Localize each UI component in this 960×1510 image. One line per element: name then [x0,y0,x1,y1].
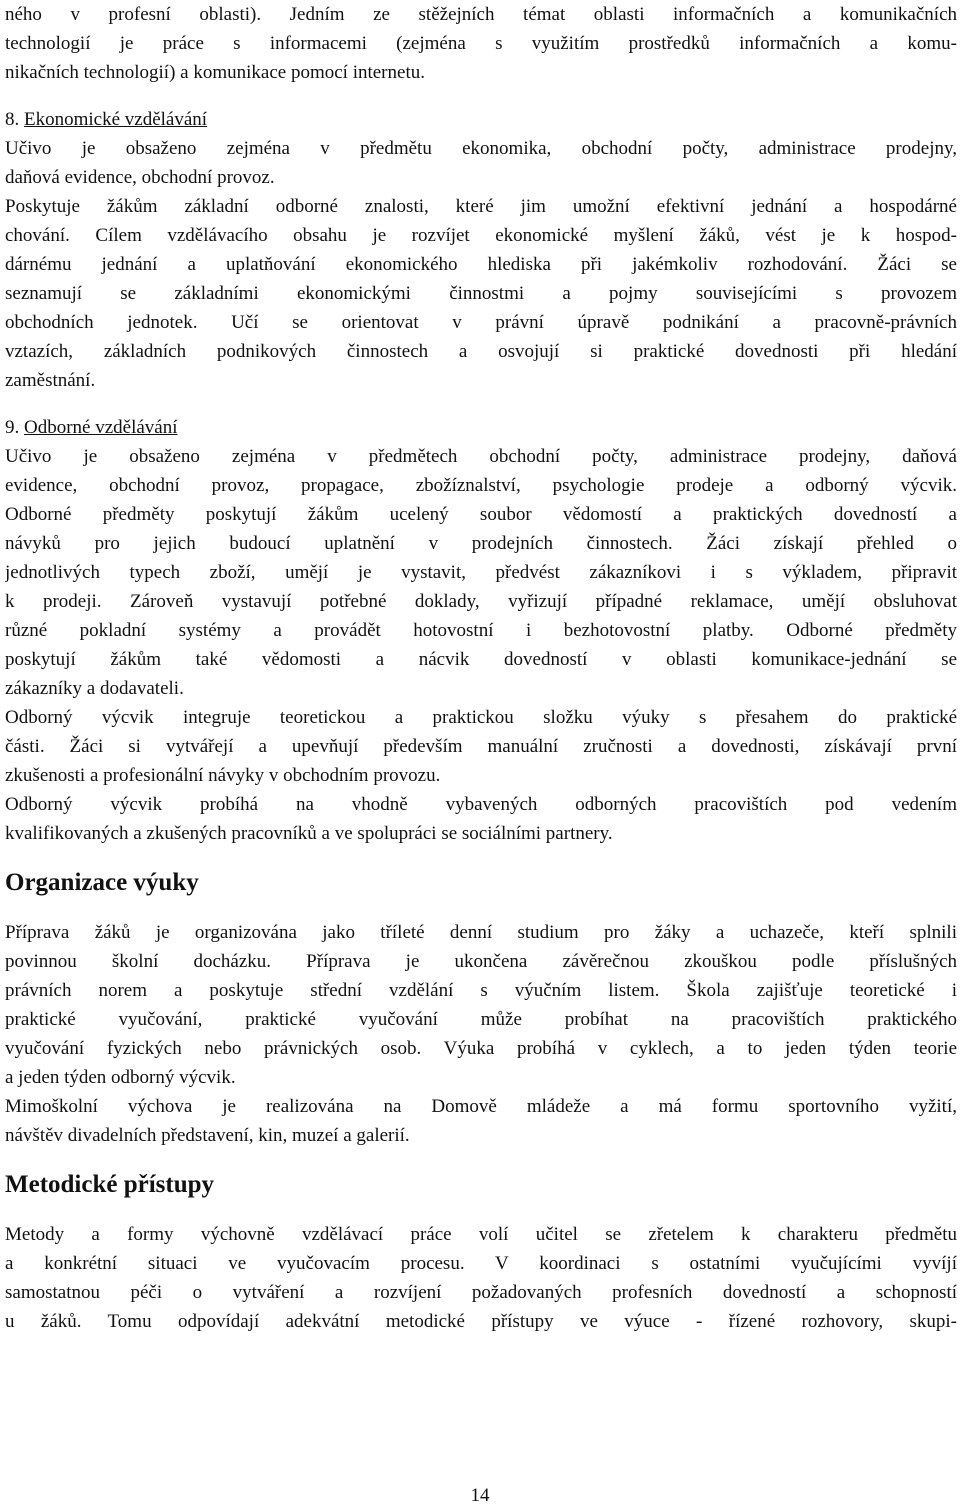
text-line: Metody a formy výchovně vzdělávací práce volí učitel se zřetelem k charakteru předmětu [5,1224,957,1245]
text-line: zaměstnání. [5,370,96,391]
text-line: evidence, obchodní provoz, propagace, zbožíznalství, psychologie prodeje a odborný výcvik. [5,475,957,496]
text-line: praktické vyučování, praktické vyučování může probíhat na pracovištích praktického [5,1009,957,1030]
page-number: 14 [470,1485,490,1506]
text-line: u žáků. Tomu odpovídají adekvátní metodické přístupy ve výuce - řízené rozhovory, skupi- [5,1311,957,1332]
section-8-title: Ekonomické vzdělávání [24,109,208,130]
metodicke-section [5,1168,957,1336]
text-line: právních norem a poskytuje střední vzdělání s výučním listem. Škola zajišťuje teoretické i [5,980,957,1001]
metodicke-heading: Metodické přístupy [5,1171,215,1198]
text-line: Příprava žáků je organizována jako tříleté denní studium pro žáky a uchazeče, kteří splnili [5,922,957,943]
text-line: Učivo je obsaženo zejména v předmětu ekonomika, obchodní počty, administrace prodejny, [5,138,957,159]
text-line: Mimoškolní výchova je realizována na Domově mládeže a má formu sportovního vyžití, [5,1096,957,1117]
text-line: technologií je práce s informacemi (zejména s využitím prostředků informačních a komu- [5,33,957,54]
text-line: daňová evidence, obchodní provoz. [5,167,275,188]
text-line: Odborný výcvik probíhá na vhodně vybavených odborných pracovištích pod vedením [5,794,957,815]
text-line: Učivo je obsaženo zejména v předmětech obchodní počty, administrace prodejny, daňová [5,446,957,467]
section-9-heading [5,413,957,442]
organizace-heading: Organizace výuky [5,869,199,896]
text-line: nikačních technologií) a komunikace pomocí internetu. [5,62,425,83]
text-line: samostatnou péči o vytváření a rozvíjení požadovaných profesních dovedností a schopností [5,1282,957,1303]
text-line: obchodních jednotek. Učí se orientovat v právní úpravě podnikání a pracovně-právních [5,312,957,333]
text-line: seznamují se základními ekonomickými činnostmi a pojmy souvisejícími s provozem [5,283,957,304]
text-line: a jeden týden odborný výcvik. [5,1067,236,1088]
text-line: Poskytuje žákům základní odborné znalosti, které jim umožní efektivní jednání a hospodárné [5,196,957,217]
section-9 [5,413,957,848]
text-line: k prodeji. Zároveň vystavují potřebné doklady, vyřizují případné reklamace, umějí obsluhovat [5,591,957,612]
section-9-title: Odborné vzdělávání [24,417,178,438]
text-line: části. Žáci si vytvářejí a upevňují především manuální zručnosti a dovednosti, získávají první [5,736,957,757]
text-line: vztazích, základních podnikových činnostech a osvojují si praktické dovednosti při hledání [5,341,957,362]
text-line: ného v profesní oblasti). Jedním ze stěžejních témat oblasti informačních a komunikačních [5,4,957,25]
document-page [5,0,957,1336]
text-line: Odborný výcvik integruje teoretickou a praktickou složku výuky s přesahem do praktické [5,707,957,728]
text-line: Odborné předměty poskytují žákům ucelený soubor vědomostí a praktických dovedností a [5,504,957,525]
text-line: a konkrétní situaci ve vyučovacím procesu. V koordinaci s ostatními vyučujícími vyvíjí [5,1253,957,1274]
text-line: návyků pro jejich budoucí uplatnění v prodejních činnostech. Žáci získají přehled o [5,533,957,554]
section-8-heading [5,105,957,134]
text-line: návštěv divadelních představení, kin, muzeí a galerií. [5,1125,410,1146]
text-line: povinnou školní docházku. Příprava je ukončena závěrečnou zkouškou podle příslušných [5,951,957,972]
organizace-section [5,866,957,1150]
text-line: různé pokladní systémy a provádět hotovostní i bezhotovostní platby. Odborné předměty [5,620,957,641]
text-line: jednotlivých typech zboží, umějí je vystavit, předvést zákazníkovi i s výkladem, připravit [5,562,957,583]
text-line: zákazníky a dodavateli. [5,678,184,699]
intro-paragraph [5,0,957,87]
section-8-number: 8. [5,109,20,130]
text-line: zkušenosti a profesionální návyky v obchodním provozu. [5,765,441,786]
text-line: chování. Cílem vzdělávacího obsahu je rozvíjet ekonomické myšlení žáků, vést je k hospod- [5,225,957,246]
text-line: poskytují žákům také vědomosti a nácvik dovedností v oblasti komunikace-jednání se [5,649,957,670]
section-9-number: 9. [5,417,20,438]
text-line: dárnému jednání a uplatňování ekonomického hlediska při jakémkoliv rozhodování. Žáci se [5,254,957,275]
text-line: kvalifikovaných a zkušených pracovníků a ve spolupráci se sociálními partnery. [5,823,613,844]
section-8 [5,105,957,395]
text-line: vyučování fyzických nebo právnických osob. Výuka probíhá v cyklech, a to jeden týden teorie [5,1038,957,1059]
